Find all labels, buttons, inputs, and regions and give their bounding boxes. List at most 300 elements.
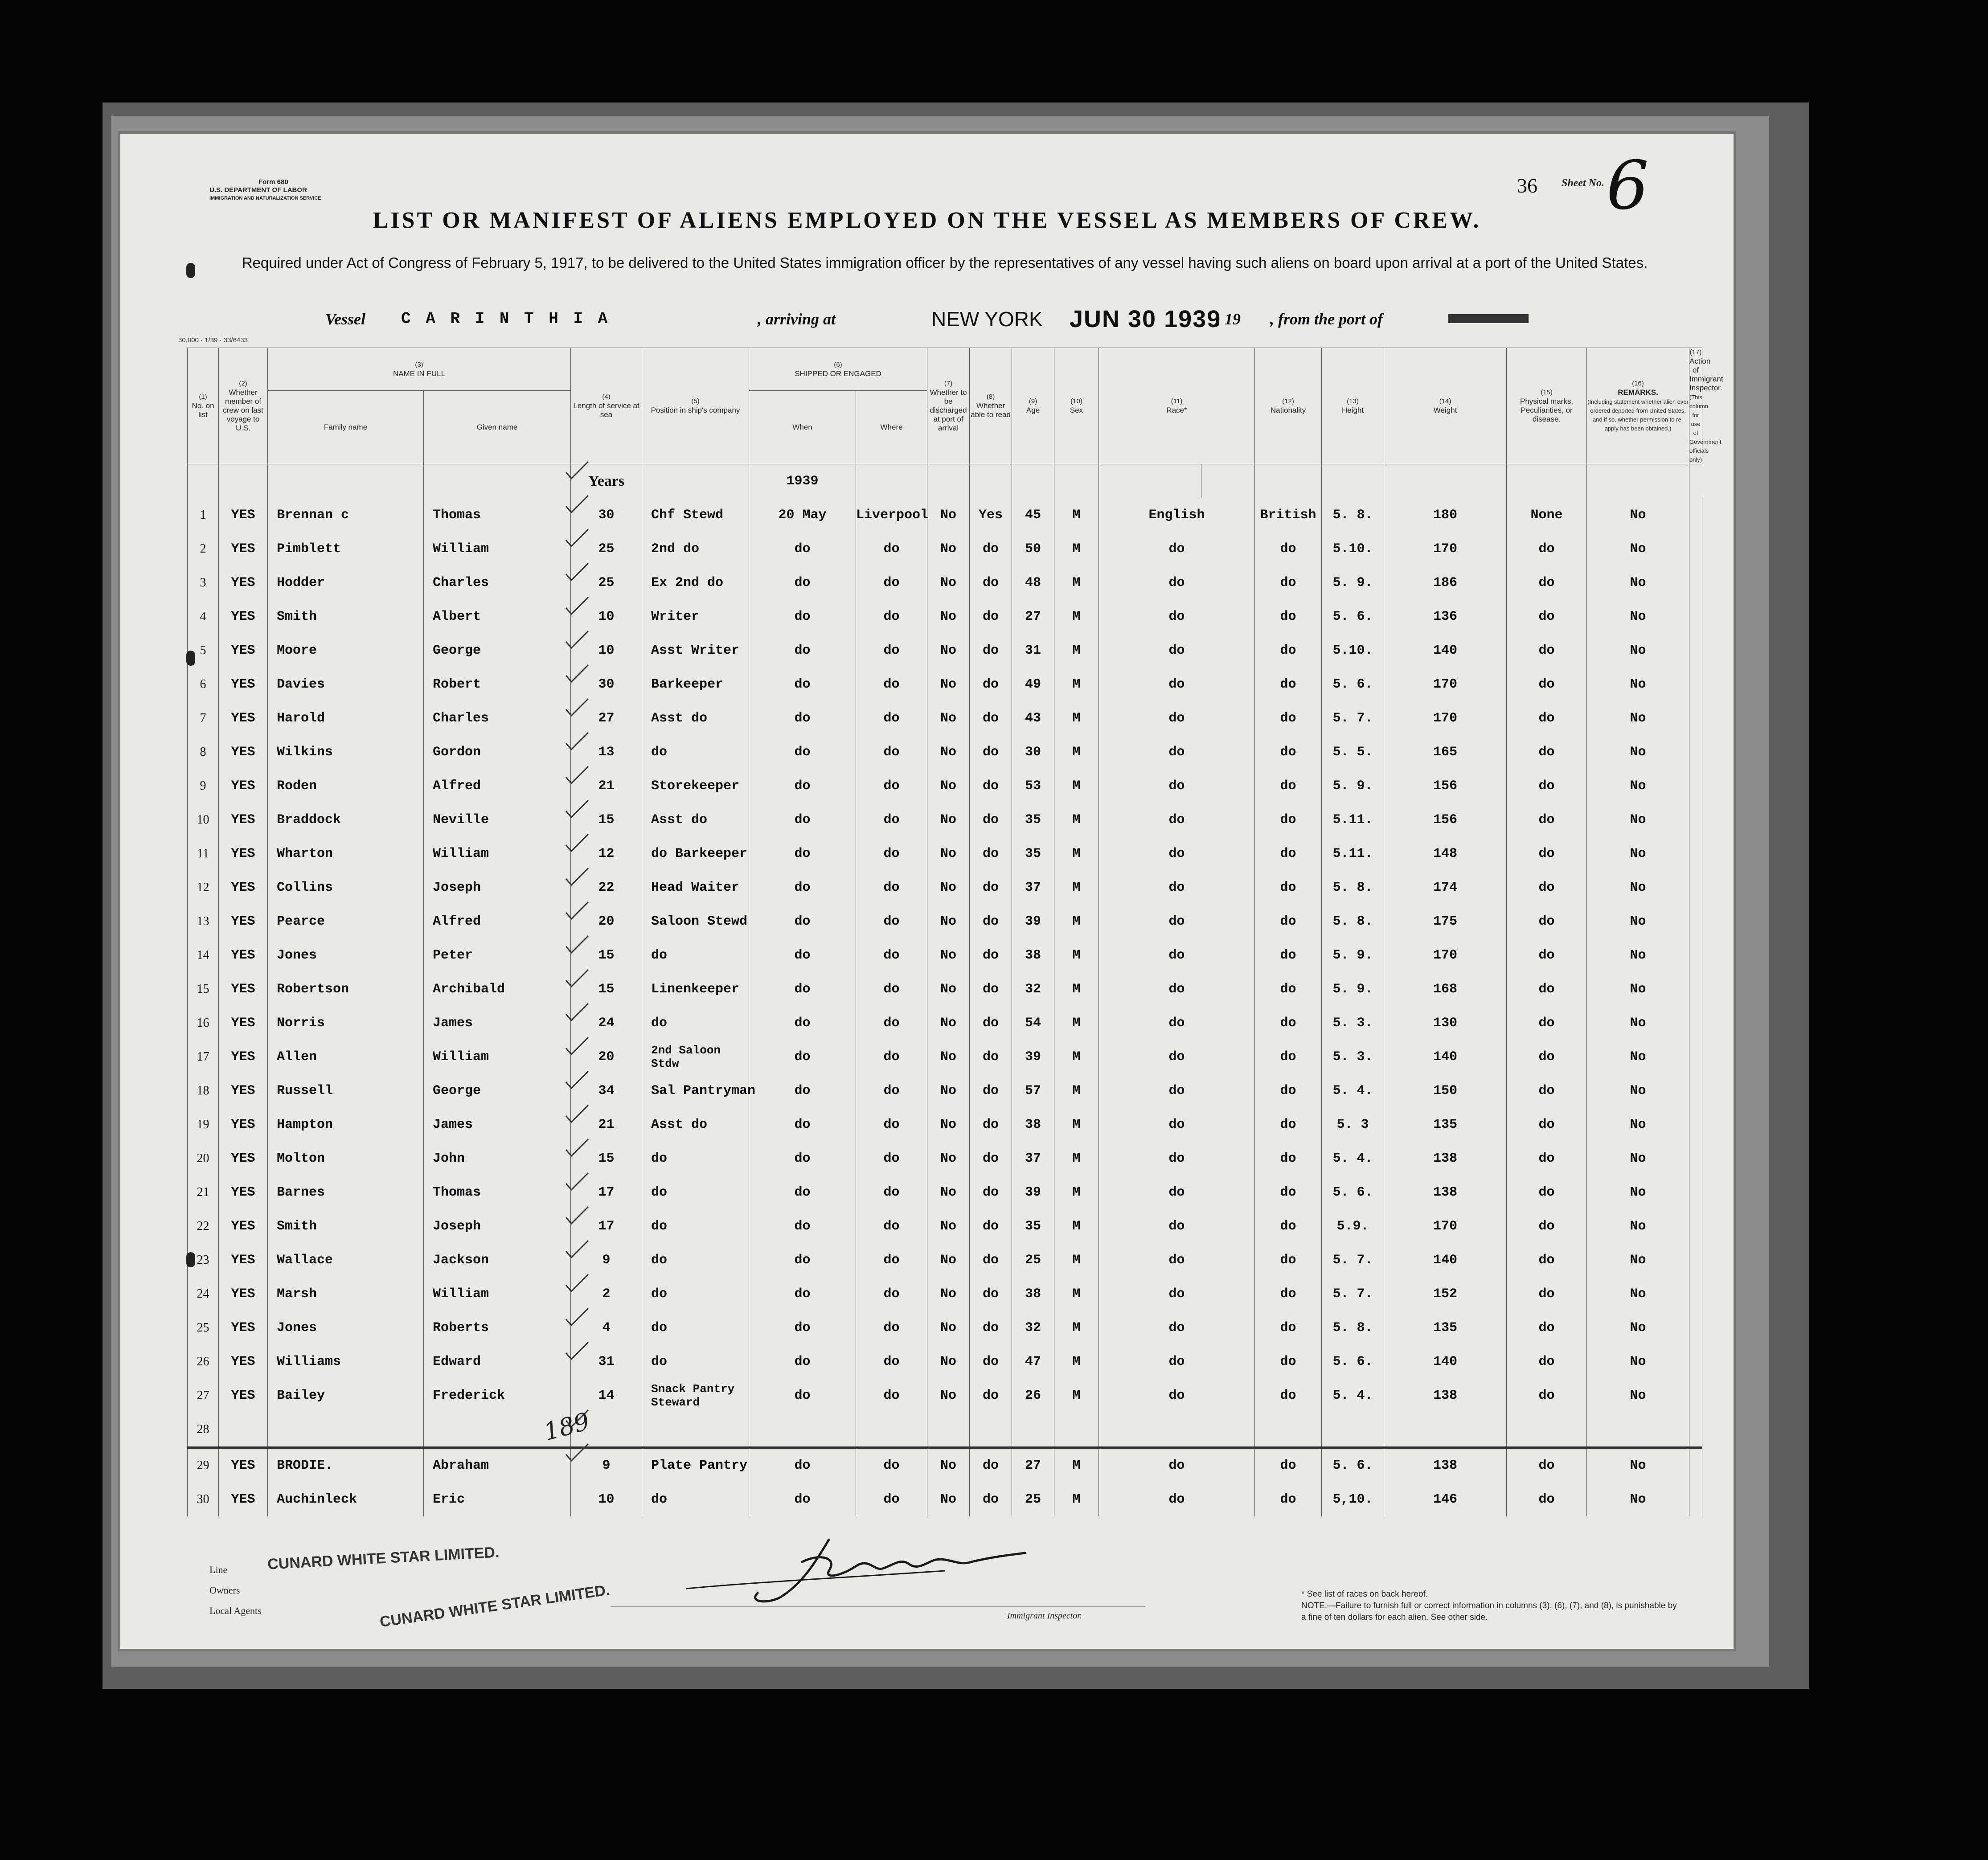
discharged-flag-cell: No [927,1311,970,1345]
nationality-cell: do [1255,566,1322,600]
age-cell: 37 [1012,1142,1054,1176]
weight-cell: 170 [1384,668,1507,701]
signature-line [611,1606,1145,1607]
crew-member-flag-cell: YES [219,769,268,803]
height-cell: 5. 9. [1322,938,1384,972]
service-length-cell: 25 [571,566,642,600]
form-identifier [209,178,321,202]
sheet-number: 6 [1606,147,1649,225]
shipped-where-cell: do [856,938,927,972]
discharged-flag-cell: No [927,1448,970,1483]
row-number-cell: 9 [188,769,219,803]
crew-member-flag-cell: YES [219,1379,268,1413]
inspector-action-cell [1689,1448,1702,1483]
shipped-when-cell: do [749,1345,856,1379]
shipped-where-cell: do [856,701,927,735]
table-row [188,1074,1702,1108]
given-name-cell: Frederick [424,1379,571,1413]
physical-marks-cell: do [1507,1108,1587,1142]
weight-cell: 168 [1384,972,1507,1006]
physical-marks-cell: do [1507,735,1587,769]
weight-cell: 165 [1384,735,1507,769]
family-name-cell: Pearce [268,905,424,938]
header-name-in-full: (3) NAME IN FULL [268,348,571,391]
position-cell: Barkeeper [642,668,749,701]
inspector-action-cell [1689,905,1702,938]
check-mark [566,462,588,479]
physical-marks-cell: do [1507,972,1587,1006]
check-mark [566,970,588,987]
shipped-where-cell: do [856,1006,927,1040]
service-length-cell: 17 [571,1209,642,1243]
row-number-cell: 13 [188,905,219,938]
crew-member-flag-cell: YES [219,668,268,701]
family-name-cell: Davies [268,668,424,701]
shipped-where-cell: do [856,1483,927,1516]
discharged-flag-cell: No [927,735,970,769]
row-number-cell: 7 [188,701,219,735]
row-number-cell: 23 [188,1243,219,1277]
given-name-cell: Joseph [424,871,571,905]
row-number-cell: 21 [188,1176,219,1209]
able-to-read-cell: do [970,1243,1012,1277]
sex-cell: M [1054,803,1099,837]
row-number-cell: 30 [188,1483,219,1516]
nationality-cell: do [1255,1448,1322,1483]
inspector-action-cell [1689,1311,1702,1345]
nationality-cell: do [1255,938,1322,972]
age-cell: 27 [1012,600,1054,634]
shipped-when-cell: do [749,769,856,803]
service-length-cell: 15 [571,1142,642,1176]
remarks-cell: No [1587,1006,1689,1040]
given-name-cell: William [424,1277,571,1311]
check-mark [566,1308,588,1325]
inspector-action-cell [1689,498,1702,532]
age-cell: 35 [1012,803,1054,837]
inspector-action-cell [1689,1040,1702,1074]
shipped-when-cell [749,1413,856,1448]
race-cell: do [1099,803,1255,837]
position-cell: do [642,1277,749,1311]
check-mark [566,800,588,817]
header-remarks: (16) REMARKS. (Including statement whether alien ever ordered deported from United States, and if so, whether permission to re-apply has been obtained.) [1587,348,1689,464]
able-to-read-cell: do [970,1209,1012,1243]
position-cell: do [642,1176,749,1209]
inspector-signature [668,1522,1070,1611]
weight-cell: 175 [1384,905,1507,938]
check-mark [566,597,588,614]
inspector-action-cell [1689,1142,1702,1176]
nationality-cell: do [1255,1243,1322,1277]
discharged-flag-cell: No [927,1176,970,1209]
race-cell: do [1099,634,1255,668]
shipped-where-cell: do [856,566,927,600]
race-cell: do [1099,1483,1255,1516]
inspector-action-cell [1689,871,1702,905]
shipped-where-cell: do [856,1311,927,1345]
sex-cell: M [1054,1040,1099,1074]
able-to-read-cell: do [970,1277,1012,1311]
shipped-where-cell: do [856,837,927,871]
footnote [1301,1589,1680,1623]
remarks-cell: No [1587,972,1689,1006]
shipped-where-cell: do [856,1379,927,1413]
position-cell: Linenkeeper [642,972,749,1006]
crew-member-flag-cell: YES [219,905,268,938]
crew-member-flag-cell [219,1413,268,1448]
height-cell: 5. 6. [1322,1448,1384,1483]
nationality-cell: do [1255,1176,1322,1209]
weight-cell: 138 [1384,1142,1507,1176]
nationality-cell: do [1255,668,1322,701]
age-cell: 27 [1012,1448,1054,1483]
sex-cell: M [1054,1074,1099,1108]
shipped-when-cell: do [749,972,856,1006]
crew-member-flag-cell: YES [219,634,268,668]
height-cell: 5. 4. [1322,1379,1384,1413]
line-label: Line [209,1564,228,1575]
remarks-cell: No [1587,1108,1689,1142]
footer-labels [209,1560,262,1621]
family-name-cell: Robertson [268,972,424,1006]
height-cell: 5.10. [1322,634,1384,668]
physical-marks-cell: do [1507,905,1587,938]
remarks-cell: No [1587,1311,1689,1345]
table-row [188,1311,1702,1345]
position-cell: Plate Pantry [642,1448,749,1483]
race-cell: do [1099,701,1255,735]
discharged-flag-cell: No [927,1243,970,1277]
height-cell: 5. 8. [1322,905,1384,938]
remarks-cell: No [1587,566,1689,600]
discharged-flag-cell: No [927,905,970,938]
position-cell: Storekeeper [642,769,749,803]
given-name-cell: Neville [424,803,571,837]
shipped-when-cell: do [749,1379,856,1413]
remarks-cell: No [1587,1209,1689,1243]
physical-marks-cell: do [1507,1176,1587,1209]
given-name-cell: James [424,1006,571,1040]
race-cell: do [1099,871,1255,905]
remarks-cell: No [1587,1176,1689,1209]
service-length-cell: 9 [571,1243,642,1277]
row-number-cell: 24 [188,1277,219,1311]
physical-marks-cell: do [1507,1311,1587,1345]
shipped-where-cell: do [856,1074,927,1108]
discharged-flag-cell: No [927,837,970,871]
remarks-cell: No [1587,1448,1689,1483]
age-cell: 39 [1012,1176,1054,1209]
position-cell: do [642,1483,749,1516]
height-cell: 5.11. [1322,803,1384,837]
position-cell: do [642,1311,749,1345]
discharged-flag-cell: No [927,701,970,735]
subheader-row [188,464,1702,499]
shipped-when-cell: do [749,1074,856,1108]
table-row [188,1142,1702,1176]
position-cell: Chf Stewd [642,498,749,532]
service-length-cell: 2 [571,1277,642,1311]
height-cell: 5. 7. [1322,1243,1384,1277]
inspector-action-cell [1689,1345,1702,1379]
sex-cell: M [1054,1243,1099,1277]
nationality-cell: do [1255,972,1322,1006]
nationality-cell: do [1255,532,1322,566]
height-cell: 5. 3 [1322,1108,1384,1142]
remarks-cell: No [1587,837,1689,871]
shipped-when-cell: do [749,566,856,600]
given-name-cell: William [424,837,571,871]
header-position: (5) Position in ship's company [642,348,749,464]
table-row [188,532,1702,566]
physical-marks-cell: None [1507,498,1587,532]
nationality-cell: do [1255,600,1322,634]
row-number-cell: 19 [188,1108,219,1142]
physical-marks-cell: do [1507,1040,1587,1074]
header-able-to-read: (8) Whether able to read [970,348,1012,464]
crew-member-flag-cell: YES [219,1345,268,1379]
height-cell: 5. 9. [1322,566,1384,600]
family-name-cell: Auchinleck [268,1483,424,1516]
shipped-where-cell: do [856,1243,927,1277]
family-name-cell: Moore [268,634,424,668]
given-name-cell: William [424,1040,571,1074]
remarks-cell: No [1587,1345,1689,1379]
remarks-cell: No [1587,735,1689,769]
inspector-action-cell [1689,566,1702,600]
row-number-cell: 11 [188,837,219,871]
position-cell: Ex 2nd do [642,566,749,600]
age-cell: 25 [1012,1243,1054,1277]
nationality-cell [1255,1413,1322,1448]
nationality-cell: British [1255,498,1322,532]
physical-marks-cell: do [1507,668,1587,701]
service-length-cell: 9 [571,1448,642,1483]
service-length-cell: 10 [571,600,642,634]
nationality-cell: do [1255,871,1322,905]
inspector-action-cell [1689,972,1702,1006]
race-cell: do [1099,1379,1255,1413]
position-cell: Asst do [642,803,749,837]
family-name-cell: Bailey [268,1379,424,1413]
physical-marks-cell: do [1507,938,1587,972]
race-cell: do [1099,1345,1255,1379]
remarks-cell: No [1587,701,1689,735]
table-row [188,1243,1702,1277]
shipped-when-cell: do [749,1040,856,1074]
table-row [188,1379,1702,1413]
service-length-cell: 14 [571,1379,642,1413]
able-to-read-cell: do [970,600,1012,634]
sex-cell: M [1054,668,1099,701]
table-row [188,1006,1702,1040]
age-cell: 47 [1012,1345,1054,1379]
service-length-cell: 24 [571,1006,642,1040]
position-cell: 2nd do [642,532,749,566]
sex-cell: M [1054,938,1099,972]
row-number-cell: 29 [188,1448,219,1483]
able-to-read-cell: do [970,905,1012,938]
discharged-flag-cell: No [927,1006,970,1040]
table-row [188,1448,1702,1483]
able-to-read-cell: do [970,735,1012,769]
shipped-when-cell: do [749,1176,856,1209]
service-length-cell: 25 [571,532,642,566]
weight-cell: 180 [1384,498,1507,532]
shipped-when-cell: do [749,1243,856,1277]
weight-cell: 140 [1384,1243,1507,1277]
nationality-cell: do [1255,1209,1322,1243]
discharged-flag-cell: No [927,1483,970,1516]
nationality-cell: do [1255,1142,1322,1176]
header-inspector-action: (17) Action of Immigrant Inspector. (This column for use of Government officials only) [1689,348,1702,464]
inspector-check-marks [557,455,691,1702]
discharged-flag-cell: No [927,871,970,905]
nationality-cell: do [1255,1006,1322,1040]
physical-marks-cell: do [1507,1483,1587,1516]
able-to-read-cell: do [970,1176,1012,1209]
height-cell: 5.10. [1322,532,1384,566]
position-cell: Asst Writer [642,634,749,668]
vessel-name: C A R I N T H I A [401,310,611,328]
binder-hole [186,263,195,278]
weight-cell: 138 [1384,1379,1507,1413]
weight-cell: 148 [1384,837,1507,871]
position-cell: do [642,1209,749,1243]
remarks-cell: No [1587,938,1689,972]
family-name-cell: Wharton [268,837,424,871]
check-mark [566,1139,588,1156]
service-name: IMMIGRATION AND NATURALIZATION SERVICE [209,196,321,201]
crew-member-flag-cell: YES [219,498,268,532]
given-name-cell: Alfred [424,769,571,803]
shipped-where-cell: do [856,1209,927,1243]
check-mark [566,834,588,851]
sex-cell [1054,1413,1099,1448]
shipped-where-cell: do [856,871,927,905]
row-number-cell: 17 [188,1040,219,1074]
check-mark [566,1241,588,1258]
weight-cell: 146 [1384,1483,1507,1516]
remarks-cell: No [1587,600,1689,634]
service-length-cell: 22 [571,871,642,905]
family-name-cell: Wilkins [268,735,424,769]
shipped-where-cell: Liverpool [856,498,927,532]
position-cell: do [642,1142,749,1176]
discharged-flag-cell: No [927,1040,970,1074]
age-cell: 30 [1012,735,1054,769]
inspector-action-cell [1689,938,1702,972]
sex-cell: M [1054,871,1099,905]
height-cell: 5. 4. [1322,1074,1384,1108]
inspector-action-cell [1689,600,1702,634]
remarks-cell: No [1587,769,1689,803]
arrival-date-stamp: JUN 30 1939 [1070,306,1221,332]
age-cell: 48 [1012,566,1054,600]
shipped-where-cell: do [856,600,927,634]
family-name-cell: Molton [268,1142,424,1176]
position-cell: do Barkeeper [642,837,749,871]
sex-cell: M [1054,1345,1099,1379]
shipped-when-cell: do [749,735,856,769]
vessel-line [325,306,1662,341]
able-to-read-cell [970,1413,1012,1448]
crew-member-flag-cell: YES [219,1277,268,1311]
age-cell: 38 [1012,938,1054,972]
row-number-cell: 27 [188,1379,219,1413]
row-number-cell: 18 [188,1074,219,1108]
age-cell: 37 [1012,871,1054,905]
able-to-read-cell: do [970,668,1012,701]
nationality-cell: do [1255,1345,1322,1379]
family-name-cell: Barnes [268,1176,424,1209]
nationality-cell: do [1255,905,1322,938]
shipped-when-cell: do [749,1209,856,1243]
given-name-cell: Alfred [424,905,571,938]
weight-cell: 150 [1384,1074,1507,1108]
age-cell: 39 [1012,905,1054,938]
row-number-cell: 5 [188,634,219,668]
table-row [188,701,1702,735]
table-row [188,1209,1702,1243]
header-sex: (10) Sex [1054,348,1099,464]
able-to-read-cell: do [970,1074,1012,1108]
physical-marks-cell: do [1507,769,1587,803]
shipped-when-cell: do [749,1483,856,1516]
sex-cell: M [1054,532,1099,566]
weight-cell: 135 [1384,1108,1507,1142]
weight-cell: 138 [1384,1176,1507,1209]
position-cell: do [642,1243,749,1277]
height-cell: 5. 3. [1322,1006,1384,1040]
sex-cell: M [1054,634,1099,668]
inspector-action-cell [1689,532,1702,566]
sex-cell: M [1054,972,1099,1006]
header-shipped-or-engaged: (6) SHIPPED OR ENGAGED [749,348,927,391]
remarks-cell: No [1587,668,1689,701]
arriving-label: , arriving at [758,310,836,328]
row-number-cell: 10 [188,803,219,837]
family-name-cell: Norris [268,1006,424,1040]
physical-marks-cell: do [1507,1345,1587,1379]
able-to-read-cell: do [970,532,1012,566]
sex-cell: M [1054,735,1099,769]
physical-marks-cell [1507,1413,1587,1448]
manifest-sheet [120,134,1734,1649]
shipped-where-cell: do [856,532,927,566]
nationality-cell: do [1255,634,1322,668]
header-physical-marks: (15) Physical marks, Peculiarities, or disease. [1507,348,1587,464]
header-discharged: (7) Whether to be discharged at port of arrival [927,348,970,464]
age-cell: 26 [1012,1379,1054,1413]
row-number-cell: 1 [188,498,219,532]
crew-member-flag-cell: YES [219,1006,268,1040]
weight-cell: 170 [1384,701,1507,735]
check-mark [566,1004,588,1020]
crew-member-flag-cell: YES [219,1176,268,1209]
nationality-cell: do [1255,701,1322,735]
sex-cell: M [1054,1311,1099,1345]
local-agents-label: Local Agents [209,1605,262,1616]
race-cell: do [1099,769,1255,803]
position-cell: Saloon Stewd [642,905,749,938]
height-cell: 5. 4. [1322,1142,1384,1176]
service-length-cell: 30 [571,668,642,701]
given-name-cell: James [424,1108,571,1142]
weight-cell: 152 [1384,1277,1507,1311]
nationality-cell: do [1255,735,1322,769]
